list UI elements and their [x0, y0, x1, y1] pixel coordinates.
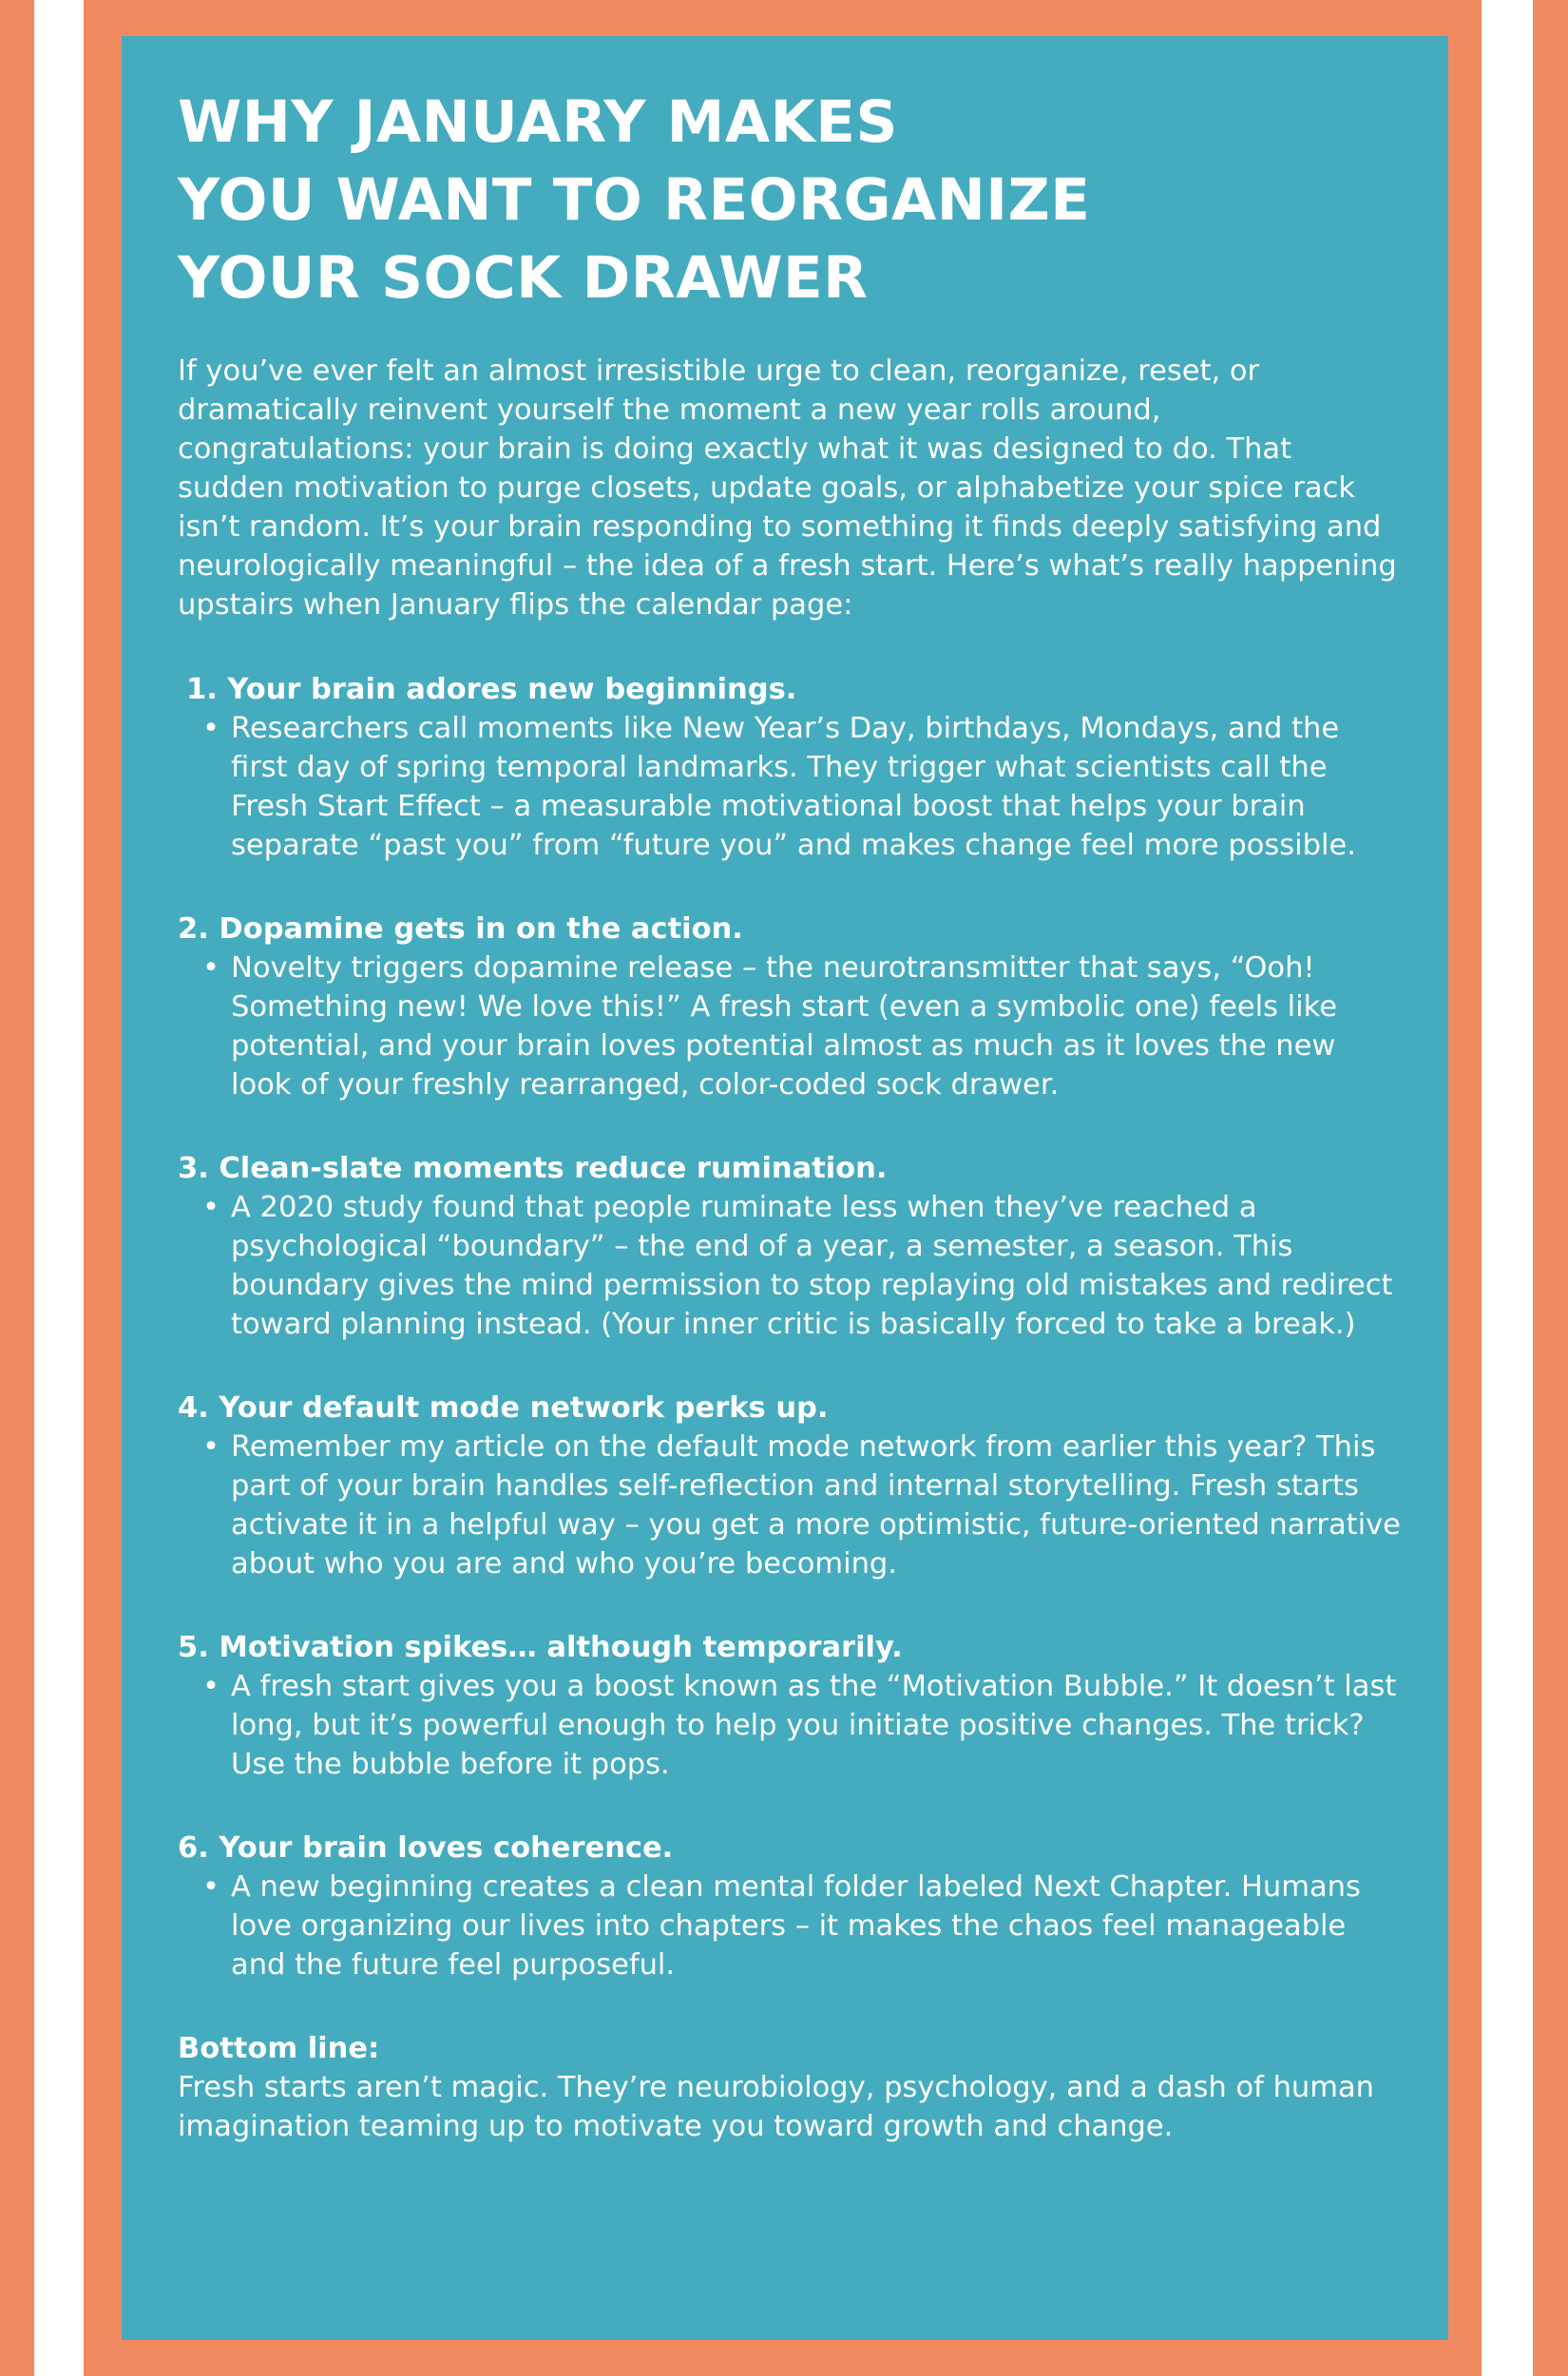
section-4-heading: 4. Your default mode network perks up. — [178, 1391, 829, 1425]
bullet-dot: • — [202, 1430, 220, 1464]
title-line-3: YOUR SOCK DRAWER — [178, 244, 869, 312]
section-2-heading: 2. Dopamine gets in on the action. — [178, 912, 743, 946]
section-6 — [178, 1829, 1404, 1984]
section-1-bullet — [178, 709, 1404, 865]
section-6-bullet-text: A new beginning creates a clean mental folder labeled Next Chapter. Humans love organizing our lives into chapters – it makes the chaos feel manageable and the future feel purposeful. — [231, 1870, 1361, 1982]
section-6-heading: 6. Your brain loves coherence. — [178, 1831, 674, 1865]
section-5 — [178, 1628, 1404, 1784]
section-4 — [178, 1389, 1404, 1583]
bullet-dot: • — [202, 1870, 220, 1904]
section-5-bullet — [178, 1667, 1404, 1784]
bullet-dot: • — [202, 712, 220, 745]
bullet-dot: • — [202, 1191, 220, 1224]
title-line-2: YOU WANT TO REORGANIZE — [178, 166, 1091, 234]
section-5-bullet-text: A fresh start gives you a boost known as the “Motivation Bubble.” It doesn’t last long, but it’s powerful enough to help you initiate positive changes. The trick? Use the bubble before it pops. — [231, 1670, 1397, 1781]
bottom-line-heading: Bottom line: — [178, 2032, 380, 2065]
section-6-bullet — [178, 1868, 1404, 1984]
section-3-bullet-text: A 2020 study found that people ruminate less when they’ve reached a psychological “boundary” – the end of a year, a semester, a season. This boundary gives the mind permission to stop replaying old mistakes and redirect toward planning instead. (Your inner critic is basically forced to take a break.) — [231, 1191, 1393, 1341]
title-line-1: WHY JANUARY MAKES — [178, 88, 898, 156]
section-2 — [178, 910, 1404, 1104]
section-2-bullet-text: Novelty triggers dopamine release – the neurotransmitter that says, “Ooh! Something new! We love this!” A fresh start (even a symbolic one) feels like potential, and your brain loves potential almost as much as it loves the new look of your freshly rearranged, color-coded sock drawer. — [231, 951, 1337, 1102]
section-3 — [178, 1149, 1404, 1344]
right-orange-border — [1533, 0, 1568, 2376]
article-title — [178, 84, 1404, 317]
section-1-bullet-text: Researchers call moments like New Year’s Day, birthdays, Mondays, and the first day of spring temporal landmarks. They trigger what scientists call the Fresh Start Effect – a measurable motivational boost that helps your brain separate “past you” from “future you” and makes change feel more possible. — [231, 712, 1356, 862]
section-3-heading: 3. Clean-slate moments reduce rumination. — [178, 1152, 888, 1185]
section-2-bullet — [178, 948, 1404, 1104]
article — [178, 84, 1404, 2146]
section-5-heading: 5. Motivation spikes… although temporarily. — [178, 1631, 903, 1664]
section-4-bullet — [178, 1428, 1404, 1583]
intro-paragraph: If you’ve ever felt an almost irresistible urge to clean, reorganize, reset, or dramatically reinvent yourself the moment a new year rolls around, congratulations: your brain is doing exactly what it was designed to do. That sudden motivation to purge closets, update goals, or alphabetize your spice rack isn’t random. It’s your brain responding to something it finds deeply satisfying and neurologically meaningful – the idea of a fresh start. Here’s what’s really happening upstairs when January flips the calendar page: — [178, 354, 1397, 622]
bottom-line — [178, 2029, 1404, 2146]
section-3-bullet — [178, 1188, 1404, 1344]
section-4-bullet-text: Remember my article on the default mode network from earlier this year? This part of your brain handles self-reflection and internal storytelling. Fresh starts activate it in a helpful way – you get a more optimistic, future-oriented narrative about who you are and who you’re becoming. — [231, 1430, 1401, 1581]
section-1-heading: 1. Your brain adores new beginnings. — [186, 673, 797, 706]
bullet-dot: • — [202, 1670, 220, 1703]
left-orange-border — [0, 0, 34, 2376]
bottom-line-text: Fresh starts aren’t magic. They’re neurobiology, psychology, and a dash of human imagination teaming up to motivate you toward growth and change. — [178, 2071, 1374, 2143]
section-1 — [178, 670, 1404, 865]
bullet-dot: • — [202, 951, 220, 985]
